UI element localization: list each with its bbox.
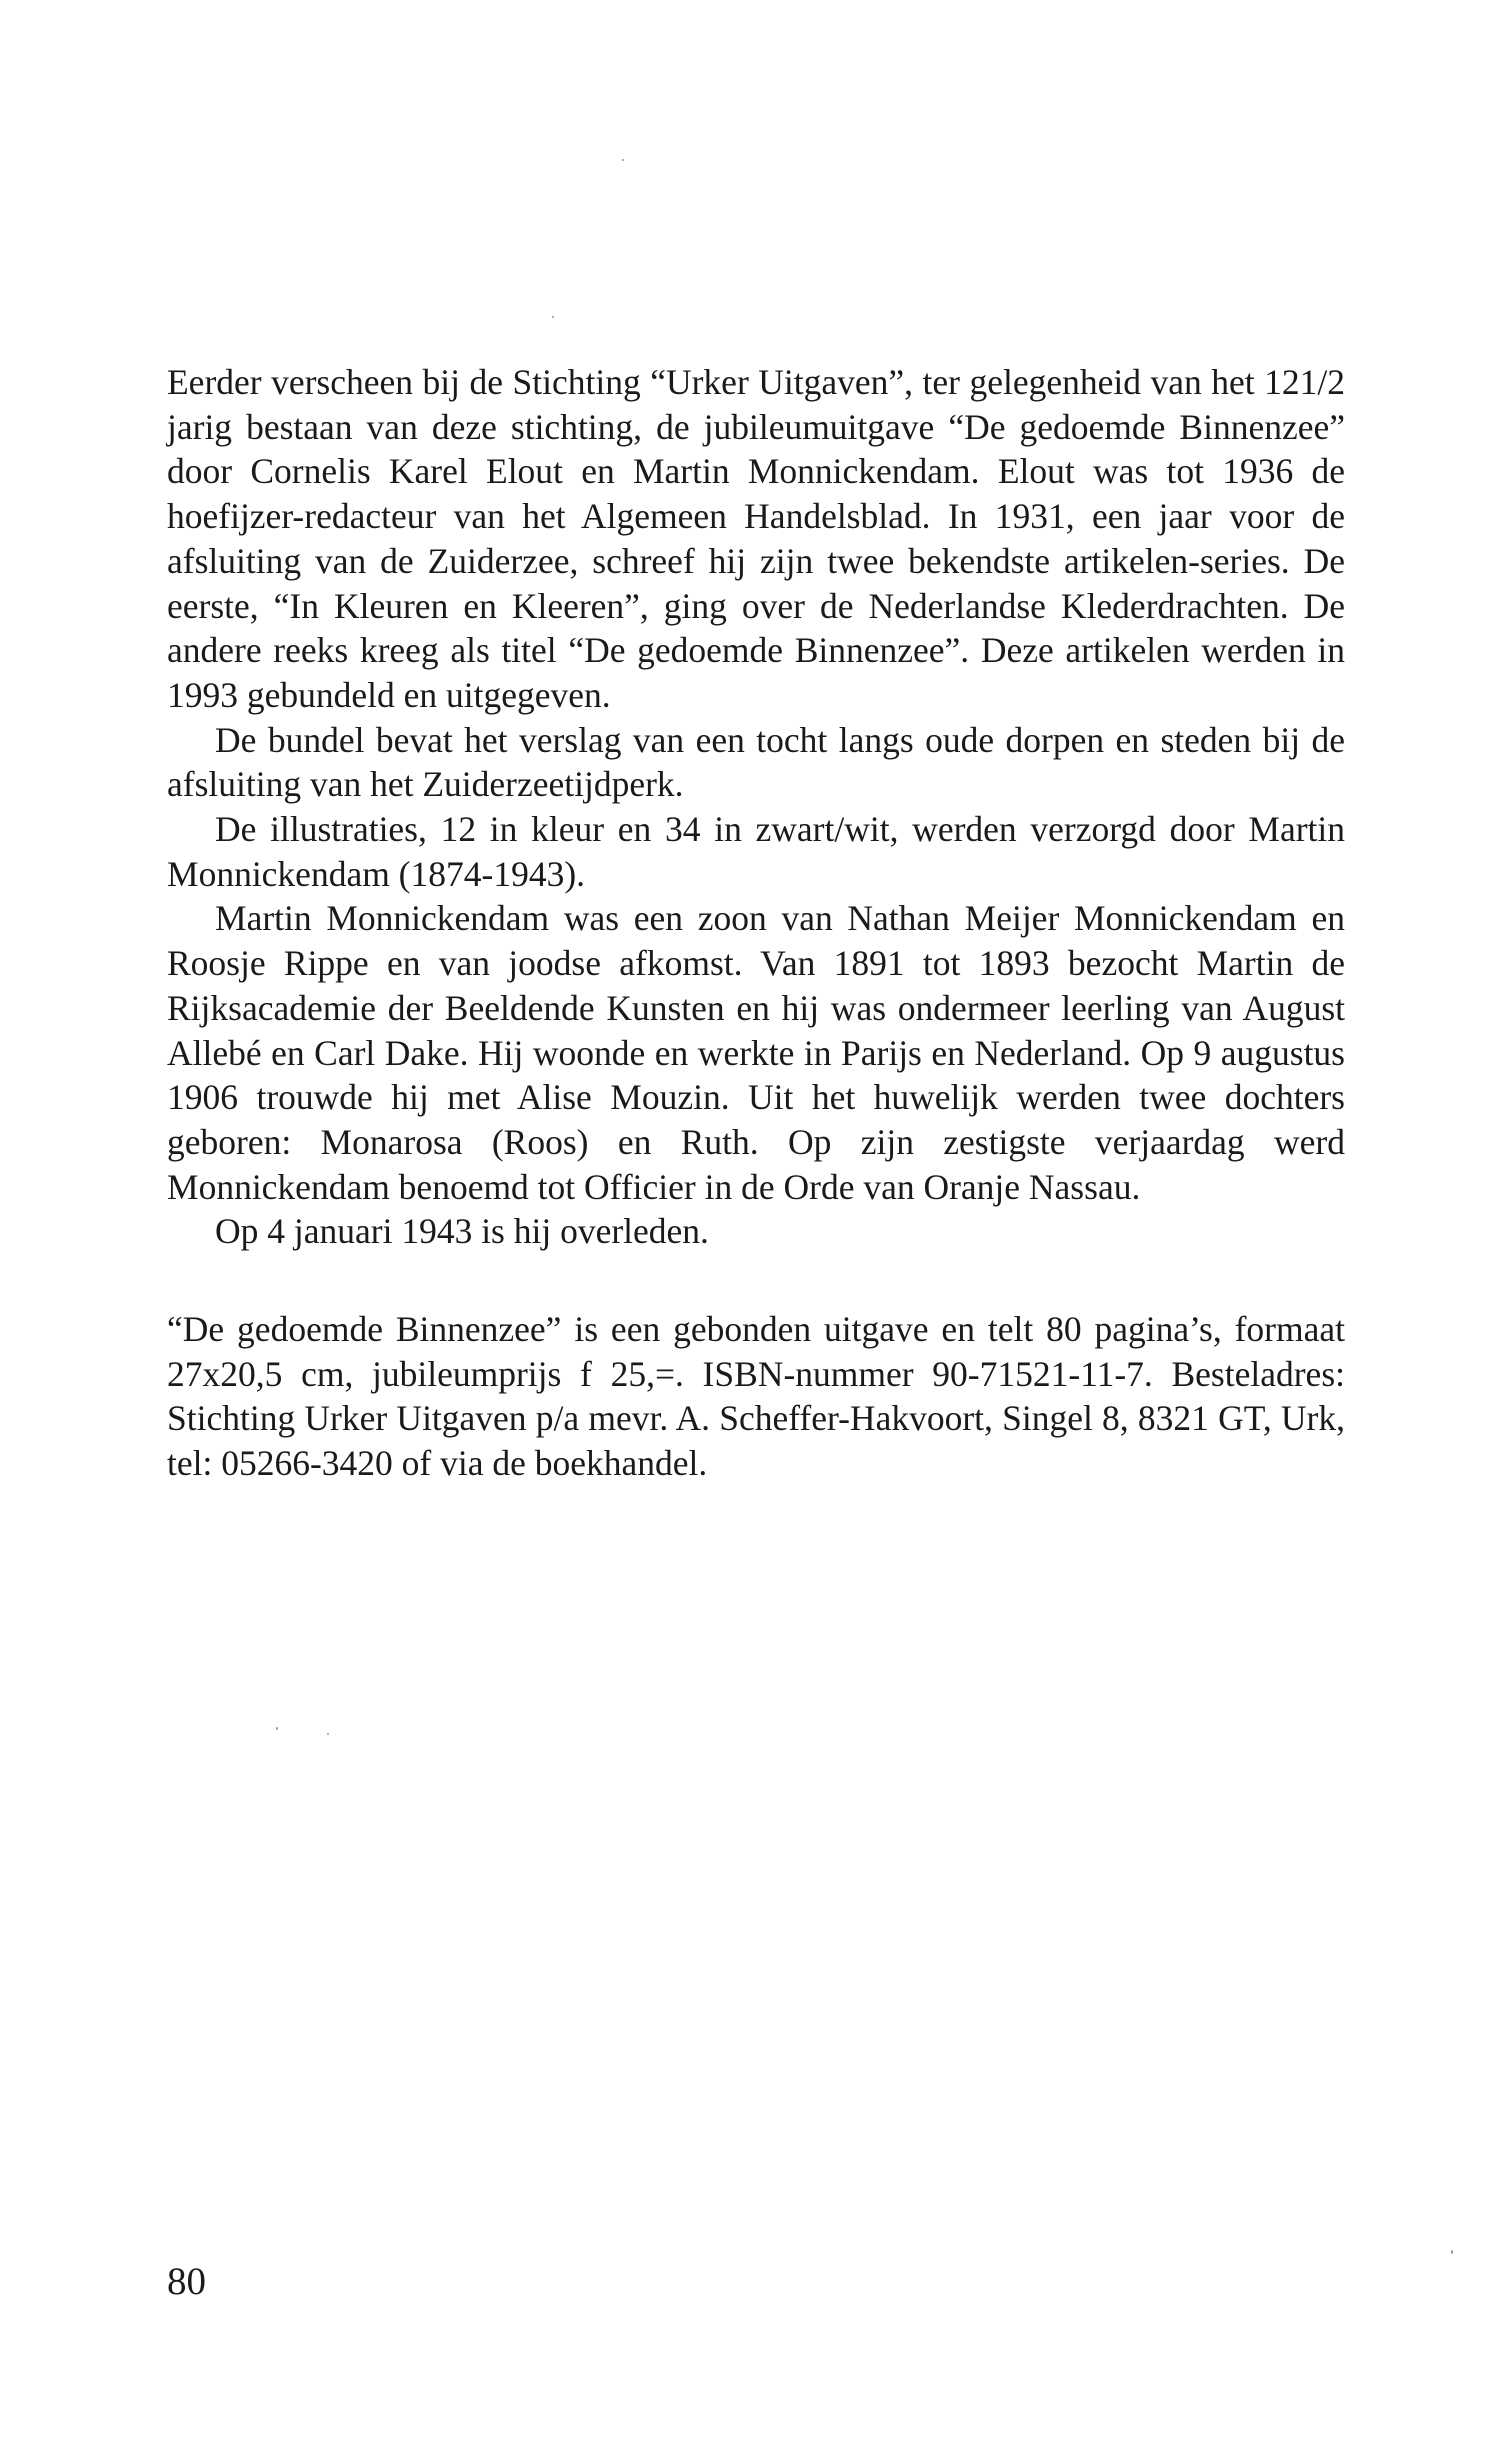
paragraph-illustrations: De illustraties, 12 in kleur en 34 in zwart/wit, werden verzorgd door Martin Monnickendam (1874-1943). bbox=[167, 809, 1345, 894]
paragraph-order-info: “De gedoemde Binnenzee” is een gebonden uitgave en telt 80 pagina’s, formaat 27x20,5 cm, jubileumprijs f 25,=. ISBN-nummer 90-71521-11-7. Besteladres: Stichting Urker Uitgaven p/a mevr. A. Scheffer-Hakvoort, Singel 8, 8321 GT, Urk, tel: 05266-3420 of via de boekhandel. bbox=[167, 1309, 1345, 1484]
scan-speck bbox=[552, 316, 554, 318]
paragraph-monnickendam-bio: Martin Monnickendam was een zoon van Nathan Meijer Monnickendam en Roosje Rippe en van joodse afkomst. Van 1891 tot 1893 bezocht Martin de Rijksacademie der Beeldende Kunsten en hij was ondermeer leerling van August Allebé en Carl Dake. Hij woonde en werkte in Parijs en Nederland. Op 9 augustus 1906 trouwde hij met Alise Mouzin. Uit het huwelijk werden twee dochters geboren: Monarosa (Roos) en Ruth. Op zijn zestigste verjaardag werd Monnickendam benoemd tot Officier in de Orde van Oranje Nassau. bbox=[167, 898, 1345, 1207]
order-information bbox=[167, 1307, 1345, 1486]
scan-speck bbox=[622, 159, 624, 161]
scan-speck bbox=[327, 1733, 329, 1735]
paragraph-publication-intro: Eerder verscheen bij de Stichting “Urker Uitgaven”, ter gelegenheid van het 121/2 jarig bestaan van deze stichting, de jubileumuitgave “De gedoemde Binnenzee” door Cornelis Karel Elout en Martin Monnickendam. Elout was tot 1936 de hoefijzer-redacteur van het Algemeen Handelsblad. In 1931, een jaar voor de afsluiting van de Zuiderzee, schreef hij zijn twee bekendste artikelen-series. De eerste, “In Kleuren en Kleeren”, ging over de Nederlandse Klederdrachten. De andere reeks kreeg als titel “De gedoemde Binnenzee”. Deze artikelen werden in 1993 gebundeld en uitgegeven. bbox=[167, 362, 1345, 715]
paragraph-death: Op 4 januari 1943 is hij overleden. bbox=[215, 1211, 709, 1252]
scan-speck bbox=[1451, 2250, 1453, 2254]
scan-speck bbox=[276, 1727, 278, 1730]
page-number: 80 bbox=[167, 2260, 206, 2303]
paragraph-bundle-content: De bundel bevat het verslag van een tocht langs oude dorpen en steden bij de afsluiting van het Zuiderzeetijdperk. bbox=[167, 719, 1345, 805]
main-text bbox=[167, 360, 1345, 1254]
